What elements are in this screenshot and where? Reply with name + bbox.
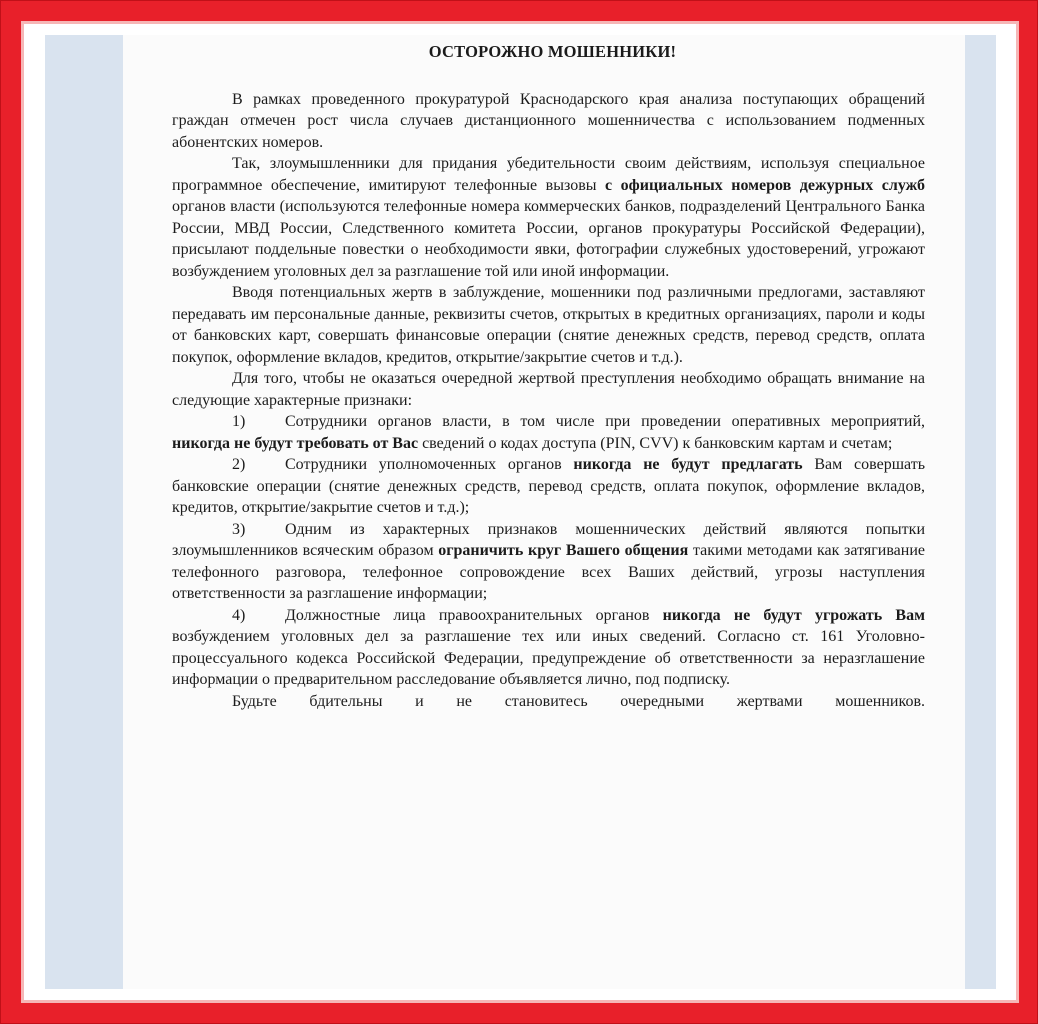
paragraph-spoofing	[172, 153, 925, 282]
list-item	[172, 411, 925, 454]
list-item-text: Должностные лица правоохранительных органов	[285, 606, 663, 624]
list-item-text: сведений о кодах доступа (PIN, CVV) к банковским картам и счетам;	[418, 434, 893, 452]
list-item	[172, 519, 925, 605]
paragraph-text: органов власти (используются телефонные номера коммерческих банков, подразделений Центрального Банка России, МВД России, Следственного комитета России, органов прокуратуры Российской Федерации), присылают поддельные повестки о необходимости явки, фотографии служебных удостоверений, угрожают возбуждением уголовных дел за разглашение той или иной информации.	[172, 198, 925, 280]
emphasis-text: никогда не будут предлагать	[573, 456, 803, 473]
list-item-number: 2)	[232, 456, 246, 473]
list-item-number: 1)	[232, 413, 246, 430]
list-item-text: возбуждением уголовных дел за разглашение тех или иных сведений. Согласно ст. 161 Уголовно-процессуального кодекса Российской Федерации, предупреждение об ответственности за неразглашение информации о предварительном расследование объявляется лично, под подписку.	[172, 628, 925, 688]
list-item	[172, 605, 925, 691]
paragraph-pretexts: Вводя потенциальных жертв в заблуждение, мошенники под различными предлогами, заставляют передавать им персональные данные, реквизиты счетов, открытых в кредитных организациях, пароли и коды от банковских карт, совершать финансовые операции (снятие денежных средств, перевод средств, оплата покупок, оформление вкладов, кредитов, открытие/закрытие счетов и т.д.).	[172, 284, 925, 366]
list-item-text: Одним из характерных признаков мошеннических действий являются попытки злоумышленников всяческим образом	[172, 520, 925, 559]
paragraph-intro: В рамках проведенного прокуратурой Краснодарского края анализа поступающих обращений граждан отмечен рост числа случаев дистанционного мошенничества с использованием подменных абонентских номеров.	[172, 90, 925, 151]
document-title: ОСТОРОЖНО МОШЕННИКИ!	[428, 42, 677, 61]
list-item-text: Сотрудники органов власти, в том числе при проведении оперативных мероприятий,	[285, 413, 925, 430]
emphasis-text: никогда не будут требовать от Вас	[172, 434, 419, 452]
list-item-text: Сотрудники уполномоченных органов	[285, 456, 574, 473]
list-item-text: Вам совершать банковские операции (снятие денежных средств, перевод средств, оплата покупок, оформление вкладов, кредитов, открытие/закрытие счетов и т.д.);	[172, 456, 926, 516]
document-text	[172, 41, 925, 712]
list-item	[172, 454, 925, 519]
paragraph-text: Так, злоумышленники для придания убедительности своим действиям, используя специальное программное обеспечение, имитируют телефонные вызовы	[172, 155, 925, 194]
emphasis-text: ограничить круг Вашего общения	[438, 542, 689, 559]
paragraph-signs-intro: Для того, чтобы не оказаться очередной жертвой преступления необходимо обращать внимание на следующие характерные признаки:	[172, 370, 925, 409]
list-item-number: 4)	[232, 606, 246, 624]
list-item-text: такими методами как затягивание телефонного разговора, телефонное сопровождение всех Ваших действий, угрозы наступления ответственности за разглашение информации;	[172, 542, 926, 602]
list-item-number: 3)	[232, 520, 246, 538]
closing-line: Будьте бдительны и не становитесь очередными жертвами мошенников.	[232, 692, 925, 710]
emphasis-text: с официальных номеров дежурных служб	[605, 176, 926, 194]
emphasis-text: никогда не будут угрожать Вам	[662, 606, 925, 624]
